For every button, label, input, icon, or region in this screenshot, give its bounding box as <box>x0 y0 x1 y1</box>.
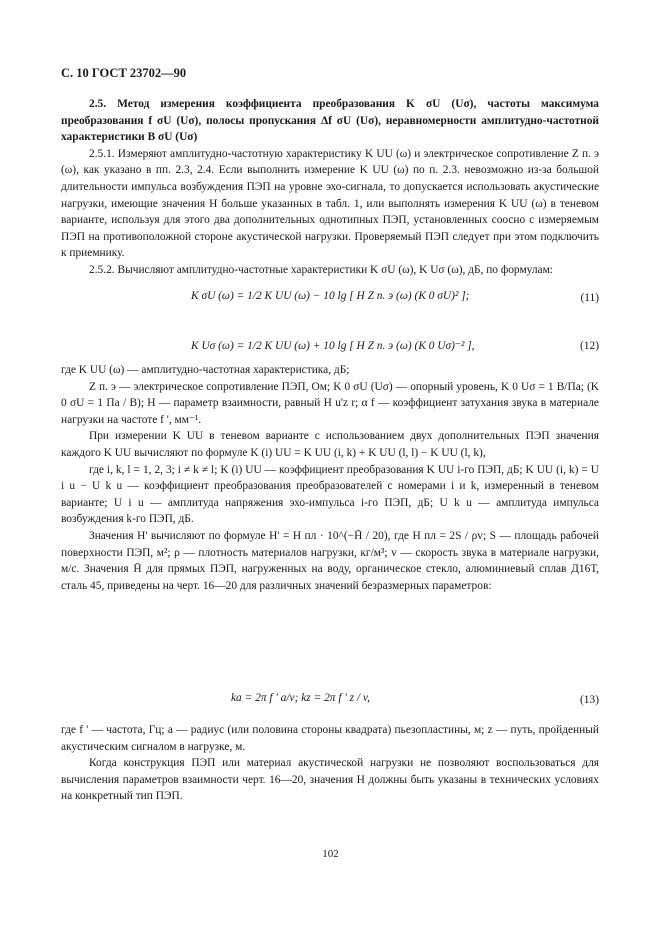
equation-13-formula: ka = 2π f ' a/v; kz = 2π f ' z / v, <box>231 692 371 704</box>
paragraph-where-ikl: где i, k, l = 1, 2, 3; i ≠ k ≠ l; K (i) UU — коэффициент преобразования K UU i-го ПЭП, дБ; K UU (i, k) = U i u − U k u — коэффициент преобразования преобразователей с номерами i и k, измеренный в теневом варианте; U i u — амплитуда напряжения эхо-импульса i-го ПЭП, дБ; U k u — амплитуда импульса возбуждения k-го ПЭП, дБ. <box>61 463 599 526</box>
paragraph-construction-note: Когда конструкция ПЭП или материал акустической нагрузки не позволяют воспользоваться для вычисления параметров взаимности черт. 16—20, значения H должны быть указаны в технических условиях на конкретный тип ПЭП. <box>61 757 599 803</box>
closing-text <box>61 722 599 805</box>
paragraph-2-5-2: 2.5.2. Вычисляют амплитудно-частотные характеристики K σU (ω), K Uσ (ω), дБ, по формулам: <box>89 263 553 276</box>
definitions-text <box>61 362 599 594</box>
equation-13-number: (13) <box>580 694 599 706</box>
equation-11 <box>61 284 599 318</box>
equation-11-number: (11) <box>580 292 599 304</box>
equation-12 <box>61 332 599 366</box>
paragraph-2-5-1: 2.5.1. Измеряют амплитудно-частотную характеристику K UU (ω) и электрическое сопротивление Z п. э (ω), как указано в пп. 2.3, 2.4. Если выполнить измерение K UU (ω) по п. 2.3. невозможно из-за большой длительности импульса возбуждения ПЭП на уровне эхо-сигнала, то допускается использовать акустические нагрузки, имеющие значения H больше указанных в табл. 1, или выполнять измерения K UU (ω) в теневом варианте, используя для этого два дополнительных однотипных ПЭП, установленных соосно с измеряемым ПЭП на противоположной стороне акустической нагрузки. Проверяемый ПЭП следует при этом подключить к приемнику. <box>61 147 599 260</box>
paragraph-where-z: Z п. э — электрическое сопротивление ПЭП, Ом; K 0 σU (Uσ) — опорный уровень, K 0 Uσ = 1 В/Па; (K 0 σU = 1 Па / В); H — параметр взаимности, равный H u'z r; α f — коэффициент затухания звука в материале нагрузки на частоте f ', мм⁻¹. <box>61 380 599 426</box>
paragraph-shadow-mode: При измерении K UU в теневом варианте с использованием двух дополнительных ПЭП значения каждого K UU вычисляют по формуле K (i) UU = K UU (i, k) + K UU (l, l) − K UU (l, k), <box>61 430 599 459</box>
page-header: С. 10 ГОСТ 23702—90 <box>61 66 187 80</box>
page-number: 102 <box>322 848 339 860</box>
section-heading: 2.5. Метод измерения коэффициента преобразования K σU (Uσ), частоты максимума преобразования f σU (Uσ), полосы пропускания Δf σU (Uσ), неравномерности амплитудно-частотной характеристики B σU (Uσ) <box>61 98 599 144</box>
paragraph-where-f: где f ' — частота, Гц; a — радиус (или половина стороны квадрата) пьезопластины, м; z — путь, пройденный акустическим сигналом в нагрузке, м. <box>61 724 599 753</box>
equation-11-formula: K σU (ω) = 1/2 K UU (ω) − 10 lg [ H Z п. э (ω) (K 0 σU)² ]; <box>191 290 470 302</box>
equation-13 <box>61 686 599 720</box>
main-text <box>61 96 599 279</box>
equation-12-number: (12) <box>580 340 599 352</box>
equation-12-formula: K Uσ (ω) = 1/2 K UU (ω) + 10 lg [ H Z п. э (ω) (K 0 Uσ)⁻² ], <box>191 340 475 352</box>
paragraph-where-kuu: где K UU (ω) — амплитудно-частотная характеристика, дБ; <box>61 364 350 376</box>
paragraph-h-values: Значения H' вычисляют по формуле H' = H пл · 10^(−H̄ / 20), где H пл = 2S / ρv; S — площадь рабочей поверхности ПЭП, м²; ρ — плотность материалов нагрузки, кг/м³; v — скорость звука в материале нагрузки, м/с. Значения H̄ для прямых ПЭП, нагруженных на воду, органическое стекло, алюминиевый сплав Д16Т, сталь 45, приведены на черт. 16—20 для различных значений безразмерных параметров: <box>61 529 599 592</box>
